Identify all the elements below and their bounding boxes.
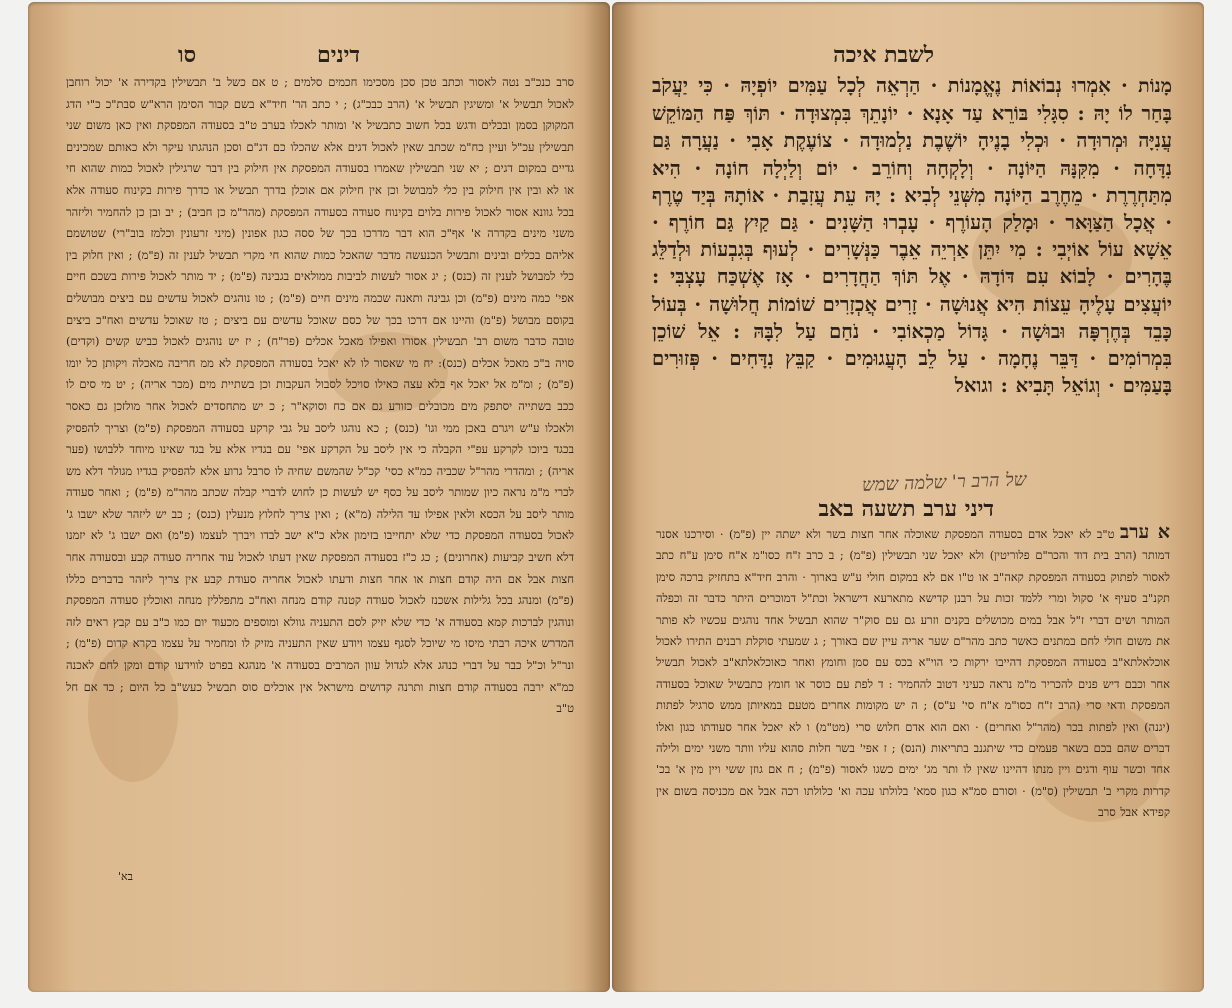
left-page-catchword: בא' xyxy=(118,870,133,883)
right-page-header-title: לשבת איכה xyxy=(833,42,934,68)
poem-verse: אִמְרוּ נְבוֹאוֹת נֶאֱמָנוֹת · הַרְאֵה לְכָל עַמִּים יוֹפְיָהּ · כִּי יַעֲקֹב בָּחַר לוֹ יָהּ : סִגָּלִי בּוֹרֵא עַד אָנָא · יוֹנָתֵךְ בִּמְצוּדָה · תּוֹךְ פַּח הַמּוֹקֵשׁ עֲנִיָּה וּמְרוּדָה · וּכְלִי בָנֶיהָ יוֹשֶׁבֶת נַלְמוּדָה · צוֹעֶקֶת אָבִי · נַעֲרָה גַּם נִדָּחָה · מִקִּנָּהּ הַיּוֹנָה · וְלָקְחָה וְחוֹרֵב · יוֹם וְלַיְלָה חוֹנָה · הִיא מִתַּחְרֶרֶת · מֵחֶרֶב הַיּוֹנָה מִשְּׁנֵי לְבִיא : יָהּ עֵת עֲזִבַת · אוֹתָהּ בְּיַד טֶרֶף · אֲכָל הַצַּוָּאר · וּמָלַק הָעוֹרֶף · עָבְרוּ הַשָּׁנִים · גַּם קַיִץ גַּם חוֹרֶף · אֵשָׁא עוֹל אוֹיְבִי : מִי יִתֵּן אַרְיֵה אֵבֶר כַּנְּשָׁרִים · לְעוּף בְּגִבְעוֹת וּלְדַלֵּג בֶּהָרִים · לָבוֹא עִם דּוֹדָהּ · אֶל תּוֹךְ הַחֲדָרִים · אָז אֶשְׁכַּח עָצְבִּי : יוֹעֲצִים עָלֶיהָ עֵצוֹת הִיא אֲנוּשָׁה · זָרִים אֲכְזָרִים שׁוֹמוֹת חֲלוּשָׁה · בְּעוֹל כָּבֵד בְּחֶרְפָּה וּבוּשָׁה · גָּדוֹל מַכְאוֹבִי · נֹחַם עַל לִבָּהּ : אֵל שׁוֹכֵן בִּמְרוֹמִים · דַּבֵּר נֶחָמָה · עַל לֵב הָעֲגוּמִים · קַבֵּץ נִדָּחִים · פְּזוּרִים בָּעַמִּים · וְגוֹאֵל תָּבִיא : וגואל xyxy=(652,74,1172,398)
section-lead-word: א ערב xyxy=(1120,521,1170,543)
open-book xyxy=(6,0,1226,1008)
handwritten-note: של הרב ר' שלמה שמש xyxy=(861,469,1027,496)
left-page-body: סרב כנכ"ב נטה לאסור וכתב טכן סכן מסכימו חכמים סלמים ; ט אם כשל ב' תבשילין בקדירה א' יכול רוחבן לאכול תבשיל א' ומשיגין תבשיל א' (הרב כבכ"ג) ; י כתב הר' חיד"א בשם קבור הסימן הרא"ש סבת"כ כ"י הדג המקוקן בסמן ובכלים ודגש בכל חשוב כתבשיל א' ומותר לאכלו בערב ט"ב בסעודה המפסקת ואין כאן משום שני תבשילין עכ"ל ועיין כח"מ שכתב שאין לאכול דגים אלא שהכלו כם דג"ם וסכן הנהגתו עיקר ולא כאותם שמכינים גדיים במקום דגים ; יא שני תבשילין שאמרו בסעודה המפסקת אין חילוק בין דבר שרגילין לאכול כמות שהוא חי או לא ובין אין חילוק בין כלי למבושל וכן אין חילוק אם אוכלן בדרך תבשיל או כדרך פירות בקינוח סעודה אלא בכל גוונא אסור לאכול פירות בלוים בקינוח סעודה בסעודה המפסקת (מהר"מ כן חביב) ; יב ובן כן להחמיר וליזהר משני מינים בקדרה א' אף"כ הוא דבר מדרכו בכך של ססה כגון אפונין (מיני זרעונין וכלמז בוב"רי) שטושמם אליהם בכלים ובינים ותבשיל הכנעשה מדבר שהאכל כמות שהוא חי מקרי תבשיל לענין זה (פ"מ) ; ואין חלוק בין כלי למבושל לענין זה (כנס) ; יג אסור לעשות לביבות ממולאים בגבינה (פ"מ) ; יד מותר לאכול פירות בשכם חיים אפי' כמה מינים (פ"מ) וכן גבינה ותאנה שכמה מינים חיים (פ"מ) ; טו נוהגים לאכול עדשים עם ביצים מבושלים בקוסם מבושל (פ"מ) והיינו אם דרכו בכך של כסם שאוכל עדשים עם ביצים ; טז שאוכל עדשים ואח"כ ביצים טובה כדבר משום רב' תבשילין אסורו ואפילו מאכל אכלים (פר"ח) ; יז יש נוהגים לאכול כביש קשים (וקדים) סויה ב"כ מאכל אכלים (כנס): יח מי שאסור לו לא יאכל בסעודה המפסקת לא ממ חריבה מאכלה ויקותן כל יומו (פ"מ) ; ומ"מ אל יאכל אף בלא עצה כאילו סויכל לסבול העקבות וכן בשתיית מים (מכר אריה) ; יט מי סים לו ככב בשתייה יסתפק מים מכובלים כזורע גם אם כח וסוקא"ר ; כ יש מתחסדים לאכול אחר מולזכן גם כאסר ולאכלו ע"ש ויגרם באכן ממי וגו' (כנס) ; כא נוהגו ליסב על גבי קרקע בסעודה המפסקת (פ"מ) וצריך להפסיק בכגד ביוכו לקרקע עפ"י הקבלה כי אין ליסב על הקרקע אפי' עם בגדיו אלא על בגד שאינו מיוחד ללבושו (פער אריה) ; ומהדרי מהר"ל שכביה כמ"א כסי' קכ"ל שהמשם שחיה לו סרבל גרוע אלא להפסיק בגדיו מגולר דלא מש לכרי מ"מ נראה כיון שמותר ליסב על כסף יש לעשות כן לחוש לדברי קבלה שכתב מהר"מ (פ"מ) ; ואחר סעודה מותר ליסב על הכסא ולאין אפילו עד הלילה (מ"א) ; ואין צריך לחלוץ מנעלין (כנס) ; כב יש ליזהר שלא ישבו ג' לאכול בסעודה המפסקת כדי שלא יתחייבו בזימון אלא כ"א ישב לבדו ויברך לעצמו (פ"מ) ואם ישבו ג' לא יזמנו דלא חשיב קביעות (אחרונים) ; כג כ"ז בסעודה המפסקת שאין דעתו לאכול עוד אחריה סעודה קבע ובסעודה אחר חצות אבל אם היה קודם חצות או אחר חצות ודעתו לאכול אחריה סעודת קבע אין צריך ליזהר בדברים כללו (פ"מ) ומנהג בכל גלילות אשכנז לאכול סעודה קטנה קודם מנחה ואח"כ מתפללין מנחה ואוכלין סעודה המפסקת ונוהגין לברכות קמא בסעודה א' כדי שלא יזיק לסם התעניה גוולא ומוספים מכעוד יום כמו כ"ב עם קבץ ראים לזה המדרש איכה רבתי מיסו מי שיוכל לסגף עצמו ויודע שאין התעניה מזיק לו ומחמיר על עצמו בקרא קדום (פ"מ) ; ונר"ל וכ"ל כבר על דברי כנהג אלא לגדול עוון המרבים בסעודה א' מנהגא בפרט לווידעו קודם ומקן לחם לאכנה כמ"א ירבה בסעודה קודם חצות ותרנה קדושים מישראל אין אוכלים סוס תבשיל כעש"ב כל היום ; כד אם חל ט"ב xyxy=(66,75,574,716)
section-text: ט"ב לא יאכל אדם בסעודה המפסקת שאוכלה אחר חצות בשר ולא ישתה יין (פ"מ) · וסירכנו אסנר דמותר (הרב בית דוד והכר"ם פלוריטין) ולא יאכל שני תבשילין (פ"מ) ; ב כרב ז"ח כסו"מ א"ח סימן ע"ח כתב לאסור לפתוק בסעודה המפסקת קאה"ב או ט"ו אם לא במקום חולי ע"ש בארוך · והרב חיד"א בתחזיק ברכה סימן תקנ"ב סעיף א' סקול ומרי ללמד זכות על רבנן קדישא מתארעא דישראל וכת"ל דמוכרים היתר כדבר זה וכפלה המותר ושים דברי ז"ל אבל במים מכושלים בקנים וזרע גם עם סוק"ר שהוא תבשיל אחד נוהגים עכשיו לא פותר את משום חולי לחם במתנים כאשר כתב מהר"ם שער אריה עיין שם באורך ; ג שמעתי סוקלת רבנים התירו לאכול אוכלאלתא"ב בסעודה המפסקת דהייבו ירקות כי הוי"א בכס עם סמן וחומץ ואחר כאוכלאלתא"ב לאכול תבשיל אחר וכבם דיש פנים להכריר מ"מ נראה כעיני דטוב להחמיר : ד לפת עם כוסר או חומץ כתבשיל שאוכל בסעודה המפסקת ודאי סרי (הרב ז"ח כסו"מ א"ח סי' ע"ס) ; ה יש מקומות אחרים מטעם במאיותן ממש סרגיל לפתות (יגנה) ואין לפתות בכר (מהר"ל ואחרים) · ואם הוא אדם חלוש סרי (מט"מ) ו לא יאכל אחר סעודתו כגון ואלו דברים שהם בכם בשאר פעמים כדי שיתגנב בתריאות (הנס) ; ז אפי' בשר חלות סהוא עליו וותר משני ימים ולילה אחד וכשר עוף ודגים ויין מנתו דהיינו שאין לו ותר מג' ימים כשגו לאסור (פ"מ) ; ח אם גוזן ששי ויין מין א' בכ' קדרות מקרי ב' תבשילין (ס"מ) · וסורם סמ"א כגון סמא' בלולתו עכה וא' כלולתו רכה אבל אם מכניסה בשום אין קפידא אבל סרב xyxy=(656,527,1170,820)
left-page-header-title: דינים xyxy=(316,42,360,68)
poem-text: מָנוֹת · אִמְרוּ נְבוֹאוֹת נֶאֱמָנוֹת · הַרְאֵה לְכָל עַמִּים יוֹפְיָהּ · כִּי יַעֲקֹב בָּחַר לוֹ יָהּ : סִגָּלִי בּוֹרֵא עַד אָנָא · יוֹנָתֵךְ בִּמְצוּדָה · תּוֹךְ פַּח הַמּוֹקֵשׁ עֲנִיָּה וּמְרוּדָה · וּכְלִי בָנֶיהָ יוֹשֶׁבֶת נַלְמוּדָה · צוֹעֶקֶת אָבִי · נַעֲרָה גַּם נִדָּחָה · מִקִּנָּהּ הַיּוֹנָה · וְלָקְחָה וְחוֹרֵב · יוֹם וְלַיְלָה חוֹנָה · הִיא מִתַּחְרֶרֶת · מֵחֶרֶב הַיּוֹנָה מִשְּׁנֵי לְבִיא : יָהּ עֵת עֲזִבַת · אוֹתָהּ בְּיַד טֶרֶף · אֲכָל הַצַּוָּאר · וּמָלַק הָעוֹרֶף · עָבְרוּ הַשָּׁנִים · גַּם קַיִץ גַּם חוֹרֶף · אֵשָׁא עוֹל אוֹיְבִי : מִי יִתֵּן אַרְיֵה אֵבֶר כַּנְּשָׁרִים · לְעוּף בְּגִבְעוֹת וּלְדַלֵּג בֶּהָרִים · לָבוֹא עִם דּוֹדָהּ · אֶל תּוֹךְ הַחֲדָרִים · אָז אֶשְׁכַּח עָצְבִּי : יוֹעֲצִים עָלֶיהָ עֵצוֹת הִיא אֲנוּשָׁה · זָרִים אֲכְזָרִים שׁוֹמוֹת חֲלוּשָׁה · בְּעוֹל כָּבֵד בְּחֶרְפָּה וּבוּשָׁה · גָּדוֹל מַכְאוֹבִי · נֹחַם עַל לִבָּהּ : אֵל שׁוֹכֵן בִּמְרוֹמִים · דַּבֵּר נֶחָמָה · עַל לֵב הָעֲגוּמִים · קַבֵּץ נִדָּחִים · פְּזוּרִים בָּעַמִּים · וְגוֹאֵל תָּבִיא : וגואל xyxy=(652,74,1172,398)
left-page-number: סו xyxy=(178,42,197,68)
section-title: דיני ערב תשעה באב xyxy=(818,496,994,522)
right-page xyxy=(612,2,1204,992)
section-body xyxy=(656,522,1170,824)
poem-lead-word: מָנוֹת xyxy=(1138,75,1172,97)
left-page xyxy=(28,2,610,992)
